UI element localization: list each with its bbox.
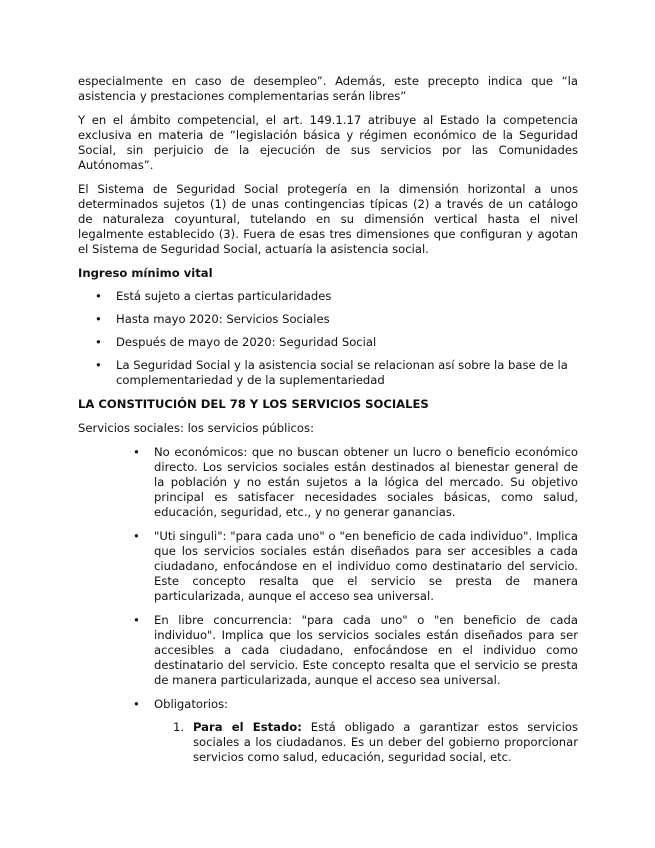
list-item: • La Seguridad Social y la asistencia social se relacionan así sobre la base de la complementariedad y de la suplementariedad (78, 358, 578, 388)
heading-ingreso-minimo-vital: Ingreso mínimo vital (78, 266, 213, 280)
list-item: • Hasta mayo 2020: Servicios Sociales (78, 312, 578, 327)
paragraph-continuation: especialmente en caso de desempleo”. Además, este precepto indica que “la asistencia y prestaciones complementarias serán libres” (78, 74, 578, 103)
list-item: • Está sujeto a ciertas particularidades (78, 289, 578, 304)
list-item: • Después de mayo de 2020: Seguridad Social (78, 335, 578, 350)
document-body (78, 74, 578, 765)
list-item-text: Está obligado a garantizar estos servicios sociales a los ciudadanos. Es un deber del gobierno proporcionar servicios como salud, educación, seguridad social, etc. (193, 720, 579, 764)
list-item-label: Para el Estado: (193, 720, 302, 734)
servicios-bullet-list (78, 445, 578, 712)
paragraph-competencia: Y en el ámbito competencial, el art. 149.1.17 atribuye al Estado la competencia exclusiva en materia de “legislación básica y régimen económico de la Seguridad Social, sin perjuicio de la ejecución de sus servicios por las Comunidades Autónomas”. (78, 113, 578, 172)
list-number: 1. (173, 720, 185, 734)
list-item: • En libre concurrencia: "para cada uno" o "en beneficio de cada individuo". Implica que los servicios sociales están diseñados para ser accesibles a cada ciudadano, enfocándose en el individuo como destinatario del servicio. Este concepto resalta que el servicio se presta de manera particularizada, aunque el acceso sea universal. (78, 613, 578, 688)
ingreso-bullet-list (78, 289, 578, 388)
numbered-list-item (78, 720, 578, 765)
list-item: • "Uti singuli": "para cada uno" o "en beneficio de cada individuo". Implica que los servicios sociales están diseñados para ser accesibles a cada ciudadano, enfocándose en el individuo como destinatario del servicio. Este concepto resalta que el servicio se presta de manera particularizada, aunque el acceso sea universal. (78, 529, 578, 604)
heading-constitucion: LA CONSTITUCIÓN DEL 78 Y LOS SERVICIOS SOCIALES (78, 397, 429, 411)
list-item: • Obligatorios: (78, 697, 578, 712)
paragraph-sistema-seguridad-social: El Sistema de Seguridad Social protegería en la dimensión horizontal a unos determinados sujetos (1) de unas contingencias típicas (2) a través de un catálogo de naturaleza coyuntural, tutelando en su dimensión vertical hasta el nivel legalmente establecido (3). Fuera de esas tres dimensiones que configuran y agotan el Sistema de Seguridad Social, actuaría la asistencia social. (78, 182, 578, 256)
list-item: • No económicos: que no buscan obtener un lucro o beneficio económico directo. Los servicios sociales están destinados al bienestar general de la población y no están sujetos a la lógica del mercado. Su objetivo principal es satisfacer necesidades sociales básicas, como salud, educación, seguridad, etc., y no generar ganancias. (78, 445, 578, 520)
paragraph-servicios-sociales-intro: Servicios sociales: los servicios públicos: (78, 421, 314, 435)
obligatorios-numbered-list (78, 720, 578, 765)
